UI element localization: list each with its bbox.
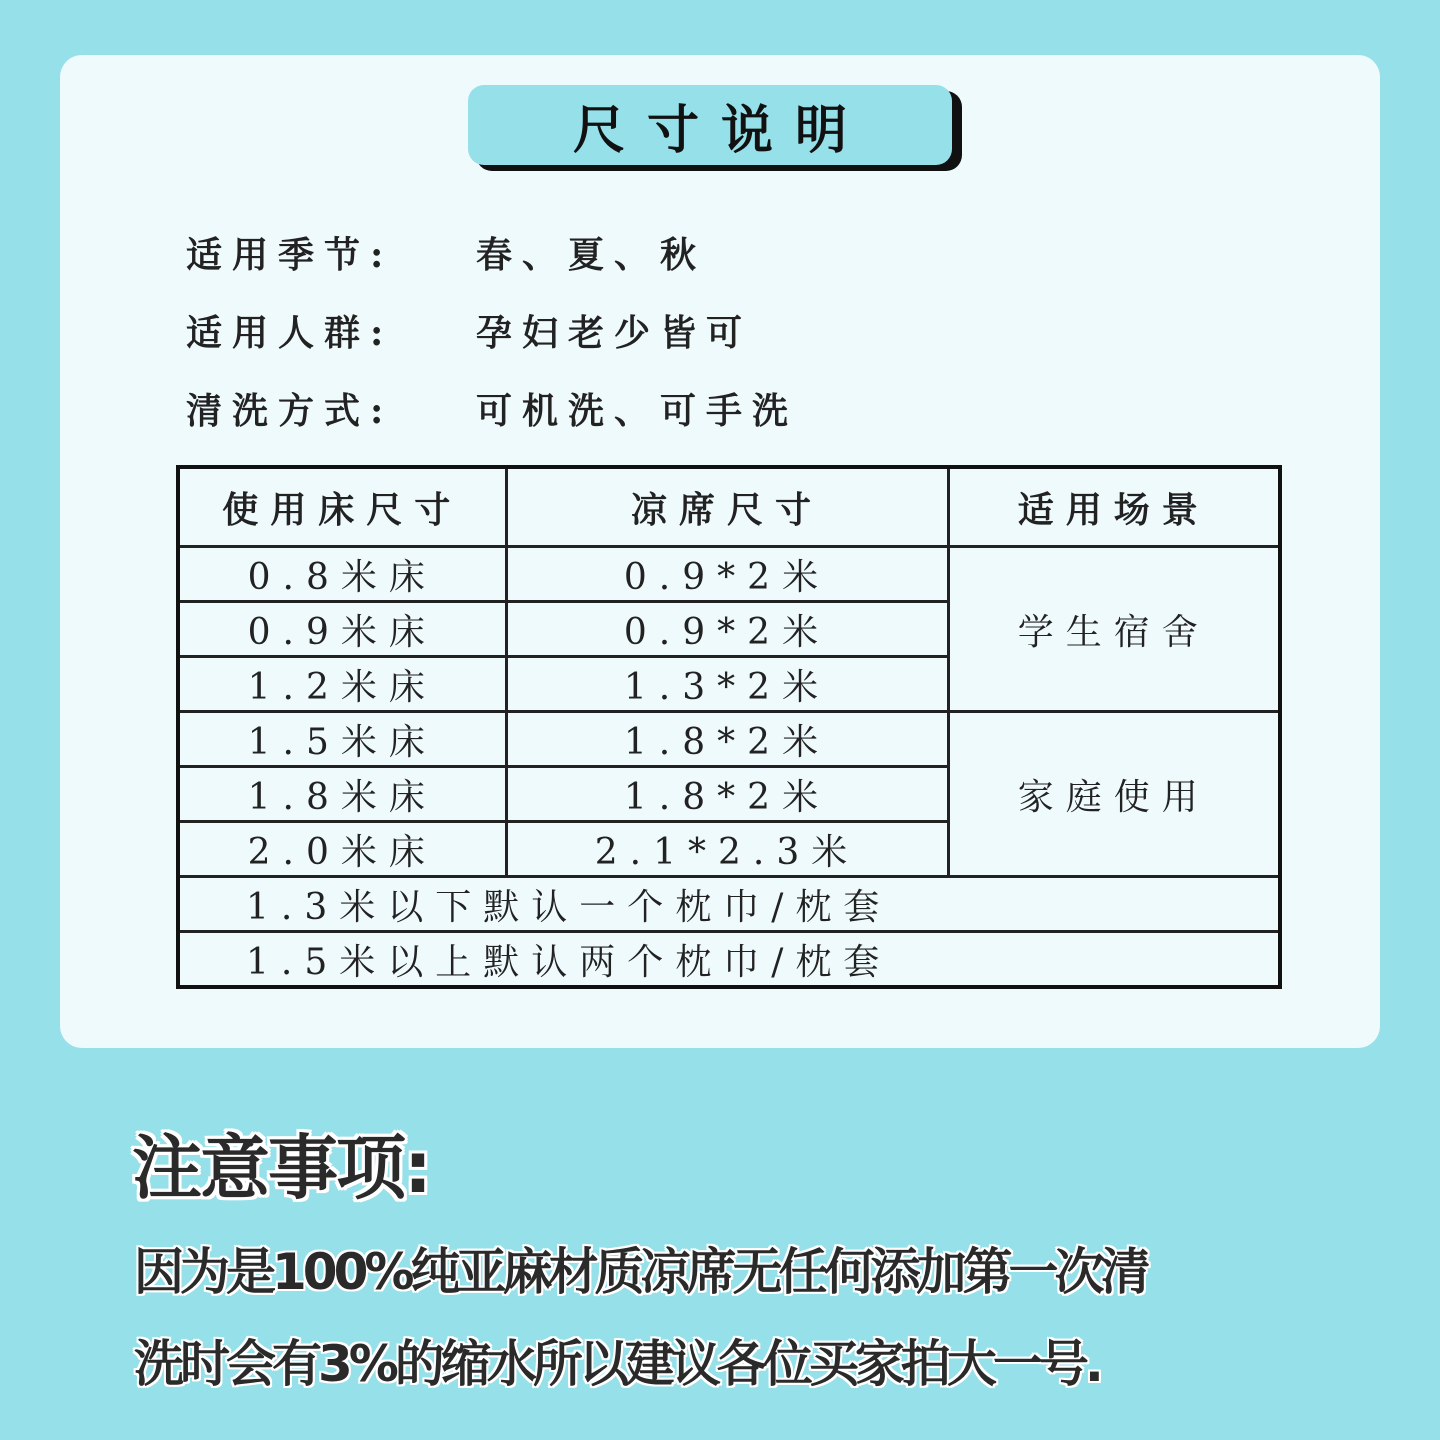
table-note-row xyxy=(178,932,1280,988)
notice-line: 因为是100%纯亚麻材质凉席无任何添加第一次清 xyxy=(134,1243,1147,1301)
note-cell: 1.3米以下默认一个枕巾/枕套 xyxy=(178,877,1280,932)
mat-size-cell: 0.9*2米 xyxy=(506,547,948,602)
header-bed-size: 使用床尺寸 xyxy=(178,467,506,547)
table-note-row xyxy=(178,877,1280,932)
bed-size-cell: 1.2米床 xyxy=(178,657,506,712)
mat-size-cell: 1.8*2米 xyxy=(506,767,948,822)
info-label: 适用季节: xyxy=(186,234,394,276)
notice-line: 洗时会有3%的缩水所以建议各位买家拍大一号. xyxy=(134,1335,1100,1393)
info-label: 清洗方式: xyxy=(186,390,394,432)
mat-size-cell: 2.1*2.3米 xyxy=(506,822,948,877)
note-cell: 1.5米以上默认两个枕巾/枕套 xyxy=(178,932,1280,988)
info-value: 可机洗、可手洗 xyxy=(476,390,799,432)
scene-cell: 学生宿舍 xyxy=(948,547,1280,712)
table-header-row xyxy=(178,467,1280,547)
mat-size-cell: 0.9*2米 xyxy=(506,602,948,657)
table-row xyxy=(178,712,1280,767)
bed-size-cell: 0.9米床 xyxy=(178,602,506,657)
header-mat-size: 凉席尺寸 xyxy=(506,467,948,547)
size-table xyxy=(176,465,1282,989)
info-value: 孕妇老少皆可 xyxy=(476,312,753,354)
scene-cell: 家庭使用 xyxy=(948,712,1280,877)
bed-size-cell: 1.8米床 xyxy=(178,767,506,822)
size-card xyxy=(60,55,1380,1048)
info-wash xyxy=(186,383,798,434)
bed-size-cell: 0.8米床 xyxy=(178,547,506,602)
mat-size-cell: 1.3*2米 xyxy=(506,657,948,712)
info-label: 适用人群: xyxy=(186,312,394,354)
page-title: 尺寸说明 xyxy=(468,85,952,165)
bed-size-cell: 2.0米床 xyxy=(178,822,506,877)
mat-size-cell: 1.8*2米 xyxy=(506,712,948,767)
notice-title: 注意事项: xyxy=(132,1127,430,1209)
header-scene: 适用场景 xyxy=(948,467,1280,547)
title-banner xyxy=(468,85,962,171)
info-season xyxy=(186,227,706,278)
info-value: 春、夏、秋 xyxy=(476,234,707,276)
bed-size-cell: 1.5米床 xyxy=(178,712,506,767)
info-people xyxy=(186,305,752,356)
table-row xyxy=(178,547,1280,602)
